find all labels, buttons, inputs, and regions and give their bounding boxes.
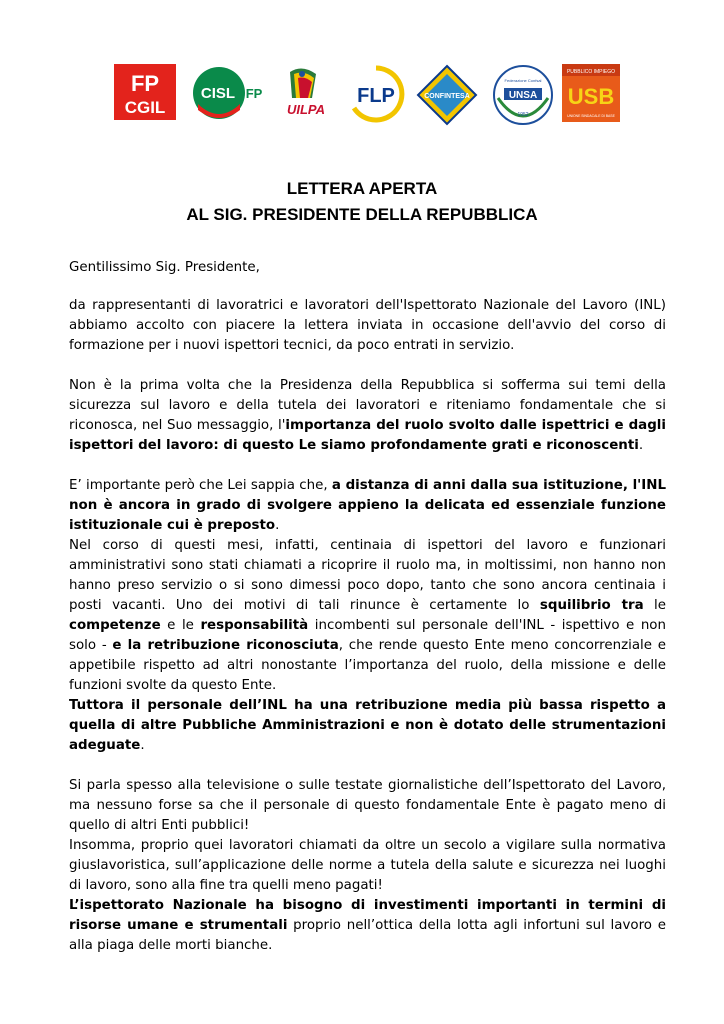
confintesa-text: CONFINTESA [424,93,470,100]
paragraph-1: da rappresentanti di lavoratrici e lavoratori dell'Ispettorato Nazionale del Lavoro (INL) abbiamo accolto con piacere la lettera inviata in occasione dell'avvio del corso di formazione per i nuovi ispettori tecnici, da poco entrati in servizio. [69,298,666,353]
usb-logo [562,64,620,122]
letter-body [69,296,666,956]
paragraph-5 [69,696,666,756]
usb-line2: PUBBLICO IMPIEGO [566,69,616,75]
fp-cgil-line2: CGIL [124,98,166,117]
unsa-line2: UNSA [508,90,538,101]
paragraph-4 [69,536,666,696]
confintesa-logo [416,64,478,126]
paragraph-6: Si parla spesso alla televisione o sulle testate giornalistiche dell’Ispettorato del Lavoro, ma nessuno forse sa che il personale di questo fondamentale Ente è pagato meno di quello di altri Enti pubblici! [69,778,666,833]
unsa-logo [492,64,554,126]
p3-text-c: . [275,518,280,533]
p3-text-a: E’ importante però che Lei sappia che, [69,478,332,493]
p4-bold-squilibrio: squilibrio tra [539,598,644,613]
flp-logo [346,64,406,124]
union-logos-bar [112,64,622,130]
fp-cgil-logo [114,64,176,120]
uilpa-text: UILPA [286,102,326,117]
title-line-1: LETTERA APERTA [286,179,438,198]
paragraph-3 [69,476,666,536]
flp-text: FLP [357,85,395,107]
p4-text-e: e le [160,618,201,633]
paragraph-8 [69,896,666,956]
paragraph-2 [69,376,666,456]
p4-text-a: Nel corso di questi mesi, infatti, centinaia di ispettori del lavoro e funzionari amministrativi sono stati chiamati a ricoprire il ruolo ma, in moltissimi, non hanno non hanno preso servizio o si sono dimessi poco dopo, tanto che sono ancora centinaia i posti vacanti. Uno dei motivi di tali rinunce è certamente lo [69,538,666,613]
cisl-fp-logo [192,64,264,122]
salutation [69,258,666,278]
p8-text-b: proprio nell’ottica della lotta agli infortuni sul lavoro e alla piaga delle morti bianche. [69,918,666,953]
cisl-line1: CISL [200,85,236,102]
fp-cgil-line1: FP [130,71,160,96]
p3-bold: a distanza di anni dalla sua istituzione, l'INL non è ancora in grado di svolgere appieno la delicata ed essenziale funzione istituzionale cui è preposto [69,478,666,533]
paragraph-7: Insomma, proprio quei lavoratori chiamati da oltre un secolo a vigilare sulla normativa giuslavoristica, sull’applicazione delle norme a tutela della salute e sicurezza nei luoghi di lavoro, sono alla fine tra quelli meno pagati! [69,838,666,893]
unsa-line1: Federazione Confsal [504,78,542,83]
p4-text-g: incombenti sul personale dell'INL - ispettivo e non solo - [69,618,666,653]
p4-bold-retribuzione: e la retribuzione riconosciuta [112,638,339,653]
p4-text-i: , che rende questo Ente meno concorrenziale e appetibile rispetto ad altri nonostante l’importanza del ruolo, della missione e delle funzioni svolte da questo Ente. [69,638,666,693]
p4-bold-responsabilita: responsabilità [200,618,309,633]
usb-line3: UNIONE SINDACALE DI BASE [567,114,615,118]
p8-bold: L’ispettorato Nazionale ha bisogno di investimenti importanti in termini di risorse umane e strumentali [69,898,666,933]
p2-bold: importanza del ruolo svolto dalle ispettrici e dagli ispettori del lavoro: di questo Le siamo profondamente grati e riconoscenti [69,418,666,453]
uilpa-logo [272,64,332,124]
cisl-line2: FP [245,86,263,101]
p4-text-c: le [643,598,667,613]
p5-bold: Tuttora il personale dell’INL ha una retribuzione media più bassa rispetto a quella di altre Pubbliche Amministrazioni e non è dotato delle strumentazioni adeguate [69,698,666,753]
salutation-text: Gentilissimo Sig. Presidente, [69,260,260,275]
p2-text-c: . [638,438,644,453]
p2-text-a: Non è la prima volta che la Presidenza della Repubblica si sofferma sui temi della sicurezza sul lavoro e della tutela dei lavoratori e riteniamo fondamentale che si riconosca, nel Suo messaggio, l' [69,378,666,433]
usb-line1: USB [567,84,615,109]
p4-bold-competenze: competenze [69,618,161,633]
p5-end: . [140,738,145,753]
unsa-line3: 1952 [517,112,529,118]
title-line-2: AL SIG. PRESIDENTE DELLA REPUBBLICA [186,205,538,224]
